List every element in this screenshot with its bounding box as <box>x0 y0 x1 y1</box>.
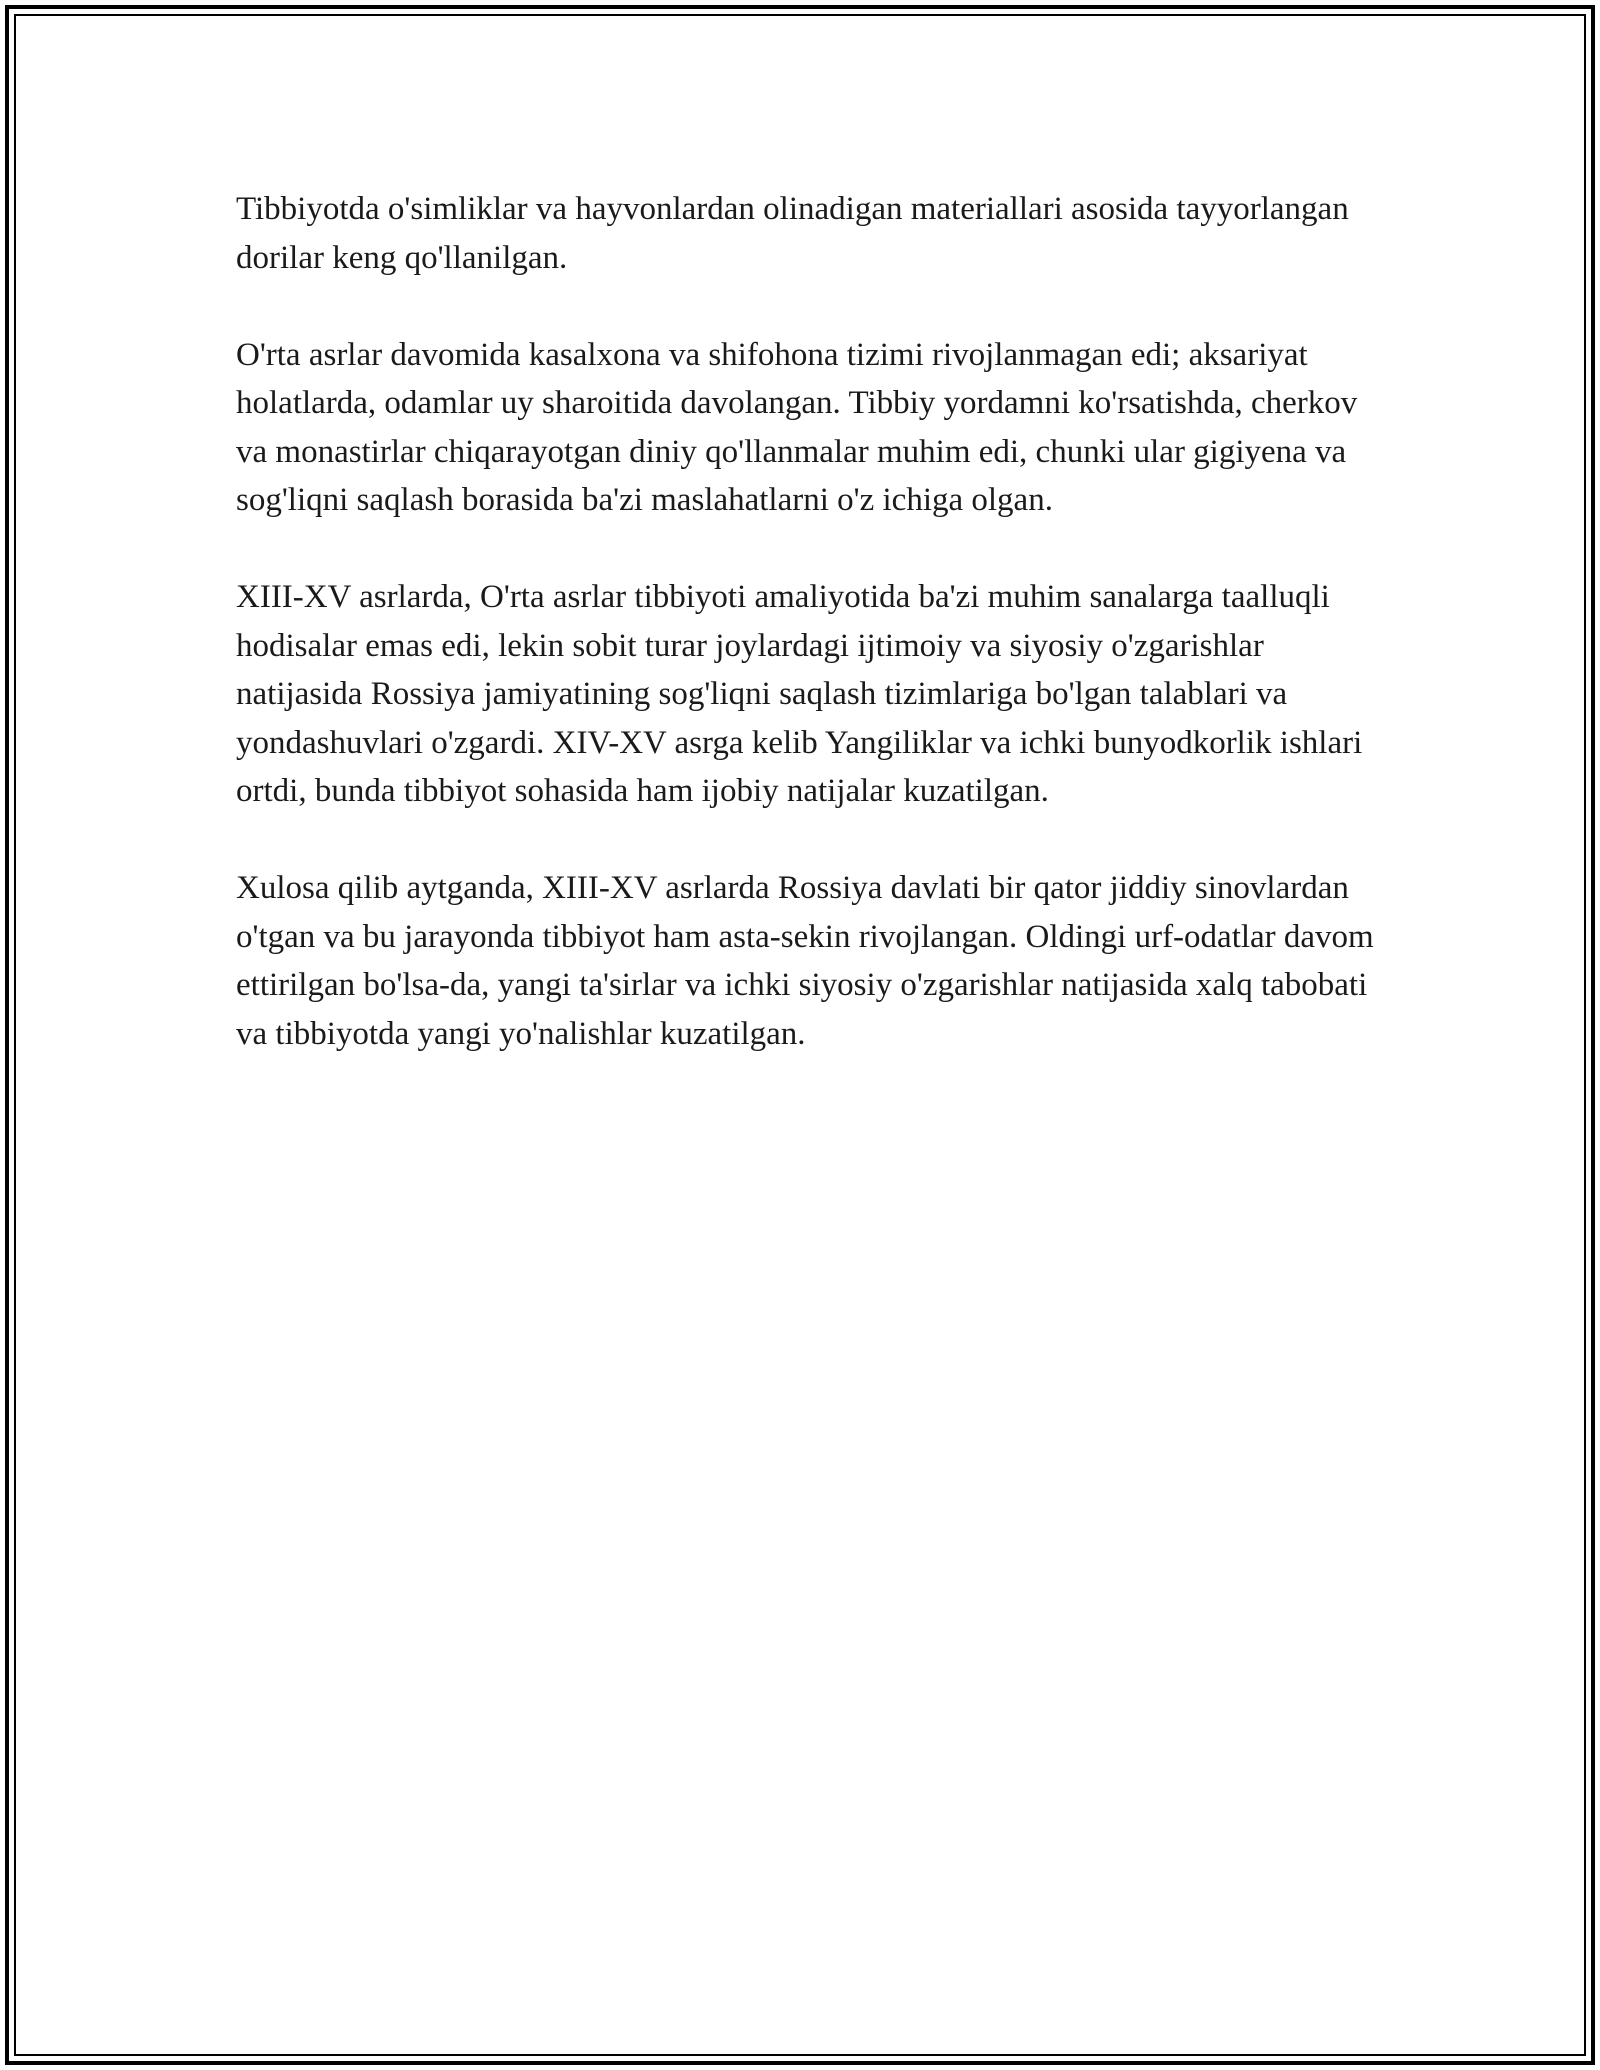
paragraph: XIII-XV asrlarda, O'rta asrlar tibbiyoti amaliyotida ba'zi muhim sanalarga taalluqli hodisalar emas edi, lekin sobit turar joylardagi ijtimoiy va siyosiy o'zgarishlar natijasida Rossiya jamiyatining sog'liqni saqlash tizimlariga bo'lgan talablari va yondashuvlari o'zgardi. XIV-XV asrga kelib Yangiliklar va ichki bunyodkorlik ishlari ortdi, bunda tibbiyot sohasida ham ijobiy natijalar kuzatilgan. <box>236 579 1363 809</box>
paragraph: Xulosa qilib aytganda, XIII-XV asrlarda Rossiya davlati bir qator jiddiy sinovlardan o'tgan va bu jarayonda tibbiyot ham asta-sekin rivojlangan. Oldingi urf-odatlar davom ettirilgan bo'lsa-da, yangi ta'sirlar va ichki siyosiy o'zgarishlar natijasida xalq tabobati va tibbiyotda yangi yo'nalishlar kuzatilgan. <box>236 870 1374 1052</box>
document-body <box>236 185 1376 1058</box>
paragraph: O'rta asrlar davomida kasalxona va shifohona tizimi rivojlanmagan edi; aksariyat holatlarda, odamlar uy sharoitida davolangan. Tibbiy yordamni ko'rsatishda, cherkov va monastirlar chiqarayotgan diniy qo'llanmalar muhim edi, chunki ular gigiyena va sog'liqni saqlash borasida ba'zi maslahatlarni o'z ichiga olgan. <box>236 336 1358 518</box>
paragraph: Tibbiyotda o'simliklar va hayvonlardan olinadigan materiallari asosida tayyorlangan dorilar keng qo'llanilgan. <box>236 191 1349 276</box>
